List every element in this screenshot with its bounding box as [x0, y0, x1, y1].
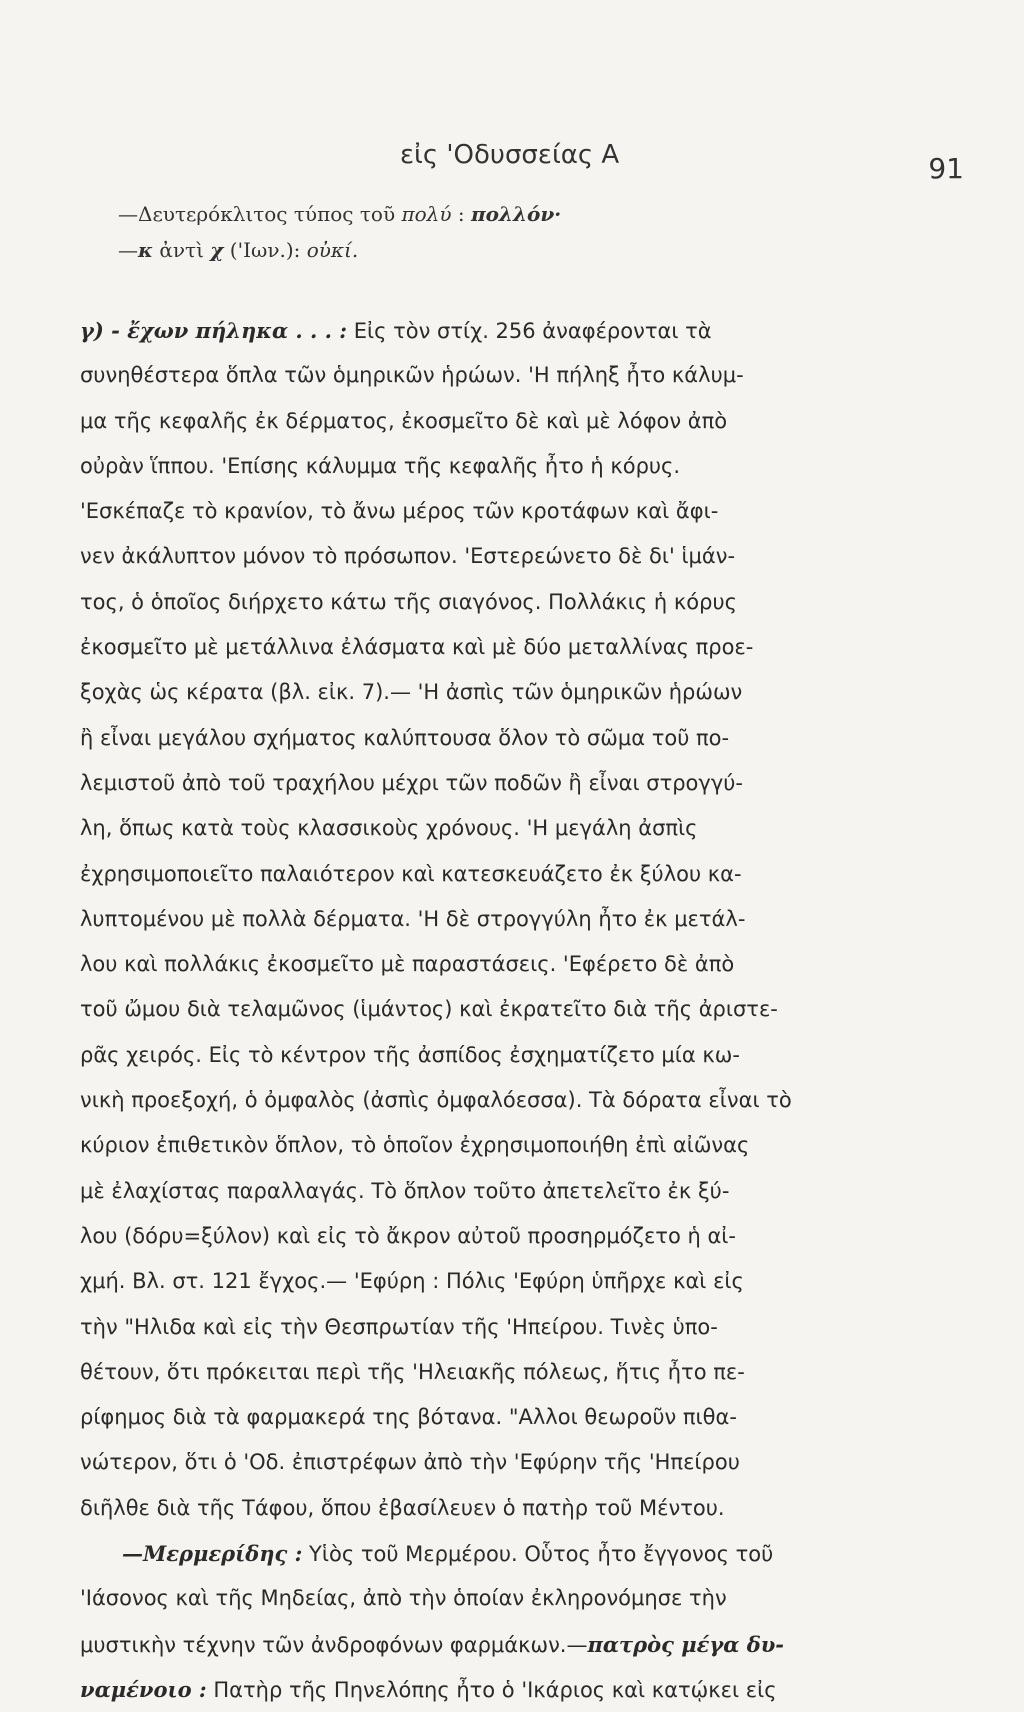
commentary-line [80, 489, 900, 534]
commentary-line [80, 1305, 900, 1350]
commentary-line [80, 1169, 900, 1214]
commentary-line [80, 625, 900, 670]
line-text: λου (δόρυ=ξύλον) καὶ εἰς τὸ ἄκρον αὐτοῦ προσηρμόζετο ἡ αἰ- [80, 1223, 736, 1248]
commentary-line [80, 1214, 900, 1259]
line-text: ἐχρησιμοποιεῖτο παλαιότερον καὶ κατεσκευάζετο ἐκ ξύλου κα- [80, 861, 742, 886]
line-text: συνηθέστερα ὅπλα τῶν ὁμηρικῶν ἡρώων. 'Η πήληξ ἦτο κάλυμ- [80, 363, 744, 388]
lemma: ναμένοιο : [80, 1676, 207, 1702]
line-text: θέτουν, ὅτι πρόκειται περὶ τῆς 'Ηλειακῆς πόλεως, ἥτις ἦτο πε- [80, 1359, 745, 1384]
commentary-line [80, 308, 900, 353]
line-text: κύριον ἐπιθετικὸν ὅπλον, τὸ ὁποῖον ἐχρησιμοποιήθη ἐπὶ αἰῶνας [80, 1133, 750, 1158]
line-text: νώτερον, ὅτι ὁ 'Οδ. ἐπιστρέφων ἀπὸ τὴν 'Εφύρην τῆς 'Ηπείρου [80, 1450, 740, 1475]
pre-note-line: —Δευτερόκλιτος τύπος τοῦ πολύ : πολλόν· [118, 202, 562, 226]
line-text: ρᾶς χειρός. Εἰς τὸ κέντρον τῆς ἀσπίδος ἐσχηματίζετο μία κω- [80, 1042, 740, 1067]
pre-notes [118, 196, 818, 268]
commentary-line [80, 353, 900, 398]
pre-note-line: —κ ἀντὶ χ ('Ιων.): οὐκί. [118, 238, 359, 262]
line-text: 'Εσκέπαζε τὸ κρανίον, τὸ ἄνω μέρος τῶν κροτάφων καὶ ἄφι- [80, 499, 719, 524]
commentary-line [80, 534, 900, 579]
line-text: λη, ὅπως κατὰ τοὺς κλασσικοὺς χρόνους. 'Η μεγάλη ἀσπὶς [80, 816, 698, 841]
commentary-line [80, 761, 900, 806]
commentary-line [80, 1440, 900, 1485]
commentary-text [80, 308, 900, 1712]
line-text: μα τῆς κεφαλῆς ἐκ δέρματος, ἐκοσμεῖτο δὲ καὶ μὲ λόφον ἀπὸ [80, 408, 728, 433]
commentary-line [80, 897, 900, 942]
commentary-line [80, 1395, 900, 1440]
commentary-line [80, 399, 900, 444]
line-text: ρίφημος διὰ τὰ φαρμακερά της βότανα. "Αλλοι θεωροῦν πιθα- [80, 1405, 737, 1430]
commentary-line [80, 987, 900, 1032]
commentary-line [80, 444, 900, 489]
line-text: τὴν "Ηλιδα καὶ εἰς τὴν Θεσπρωτίαν τῆς 'Ηπείρου. Τινὲς ὑπο- [80, 1314, 718, 1339]
commentary-line [80, 580, 900, 625]
line-text: λυπτομένου μὲ πολλὰ δέρματα. 'Η δὲ στρογγύλη ἦτο ἐκ μετάλ- [80, 906, 746, 931]
commentary-line [80, 716, 900, 761]
line-text: 'Ιάσονος καὶ τῆς Μηδείας, ἀπὸ τὴν ὁποίαν ἐκληρονόμησε τὴν [80, 1586, 727, 1611]
page-header [400, 140, 964, 185]
commentary-line [80, 1259, 900, 1304]
line-text: νεν ἀκάλυπτον μόνον τὸ πρόσωπον. 'Εστερεώνετο δὲ δι' ἱμάν- [80, 544, 736, 569]
line-text: νικὴ προεξοχή, ὁ ὀμφαλὸς (ἀσπὶς ὀμφαλόεσσα). Τὰ δόρατα εἶναι τὸ [80, 1088, 792, 1113]
page-number: 91 [928, 152, 964, 185]
line-text: λεμιστοῦ ἀπὸ τοῦ τραχήλου μέχρι τῶν ποδῶν ἢ εἶναι στρογγύ- [80, 770, 743, 795]
lemma: πατρὸς μέγα δυ- [587, 1631, 784, 1657]
line-text: ἢ εἶναι μεγάλου σχήματος καλύπτουσα ὅλον τὸ σῶμα τοῦ πο- [80, 725, 730, 750]
line-text: ξοχὰς ὡς κέρατα (βλ. εἰκ. 7).— 'Η ἀσπὶς τῶν ὁμηρικῶν ἡρώων [80, 680, 743, 705]
line-text: οὐρὰν ἵππου. 'Επίσης κάλυμμα τῆς κεφαλῆς ἦτο ἡ κόρυς. [80, 453, 681, 478]
commentary-line [80, 1123, 900, 1168]
lemma: γ) - ἔχων πήληκα . . . : [80, 318, 348, 343]
commentary-line [80, 1033, 900, 1078]
line-text: τος, ὁ ὁποῖος διήρχετο κάτω τῆς σιαγόνος. Πολλάκις ἡ κόρυς [80, 589, 737, 614]
commentary-line [80, 942, 900, 987]
commentary-line [80, 852, 900, 897]
commentary-line [80, 1667, 900, 1712]
commentary-line [80, 1622, 900, 1667]
commentary-line [80, 806, 900, 851]
lemma: —Μερμερίδης : [122, 1541, 303, 1567]
commentary-line [80, 1531, 900, 1576]
running-title: εἰς 'Οδυσσείας Α [400, 140, 620, 170]
line-text: μὲ ἐλαχίστας παραλλαγάς. Τὸ ὅπλον τοῦτο ἀπετελεῖτο ἐκ ξύ- [80, 1178, 730, 1203]
commentary-line [80, 1350, 900, 1395]
line-text: ἐκοσμεῖτο μὲ μετάλλινα ἐλάσματα καὶ μὲ δύο μεταλλίνας προε- [80, 635, 754, 660]
commentary-line [80, 670, 900, 715]
line-text: Πατὴρ τῆς Πηνελόπης ἦτο ὁ 'Ικάριος καὶ κατῴκει εἰς [206, 1677, 777, 1702]
commentary-line [80, 1078, 900, 1123]
line-text: χμή. Βλ. στ. 121 ἔγχος.— 'Εφύρη : Πόλις 'Εφύρη ὑπῆρχε καὶ εἰς [80, 1269, 744, 1294]
line-text: λου καὶ πολλάκις ἐκοσμεῖτο μὲ παραστάσεις. 'Εφέρετο δὲ ἀπὸ [80, 952, 735, 977]
line-text: διῆλθε διὰ τῆς Τάφου, ὅπου ἐβασίλευεν ὁ πατὴρ τοῦ Μέντου. [80, 1495, 725, 1520]
commentary-line [80, 1576, 900, 1621]
line-text: τοῦ ὤμου διὰ τελαμῶνος (ἱμάντος) καὶ ἐκρατεῖτο διὰ τῆς ἀριστε- [80, 997, 778, 1022]
line-text: Εἰς τὸν στίχ. 256 ἀναφέρονται τὰ [347, 319, 712, 343]
line-text: μυστικὴν τέχνην τῶν ἀνδροφόνων φαρμάκων.— [80, 1632, 588, 1657]
commentary-line [80, 1486, 900, 1531]
line-text: Υἱὸς τοῦ Μερμέρου. Οὗτος ἦτο ἔγγονος τοῦ [302, 1542, 774, 1567]
